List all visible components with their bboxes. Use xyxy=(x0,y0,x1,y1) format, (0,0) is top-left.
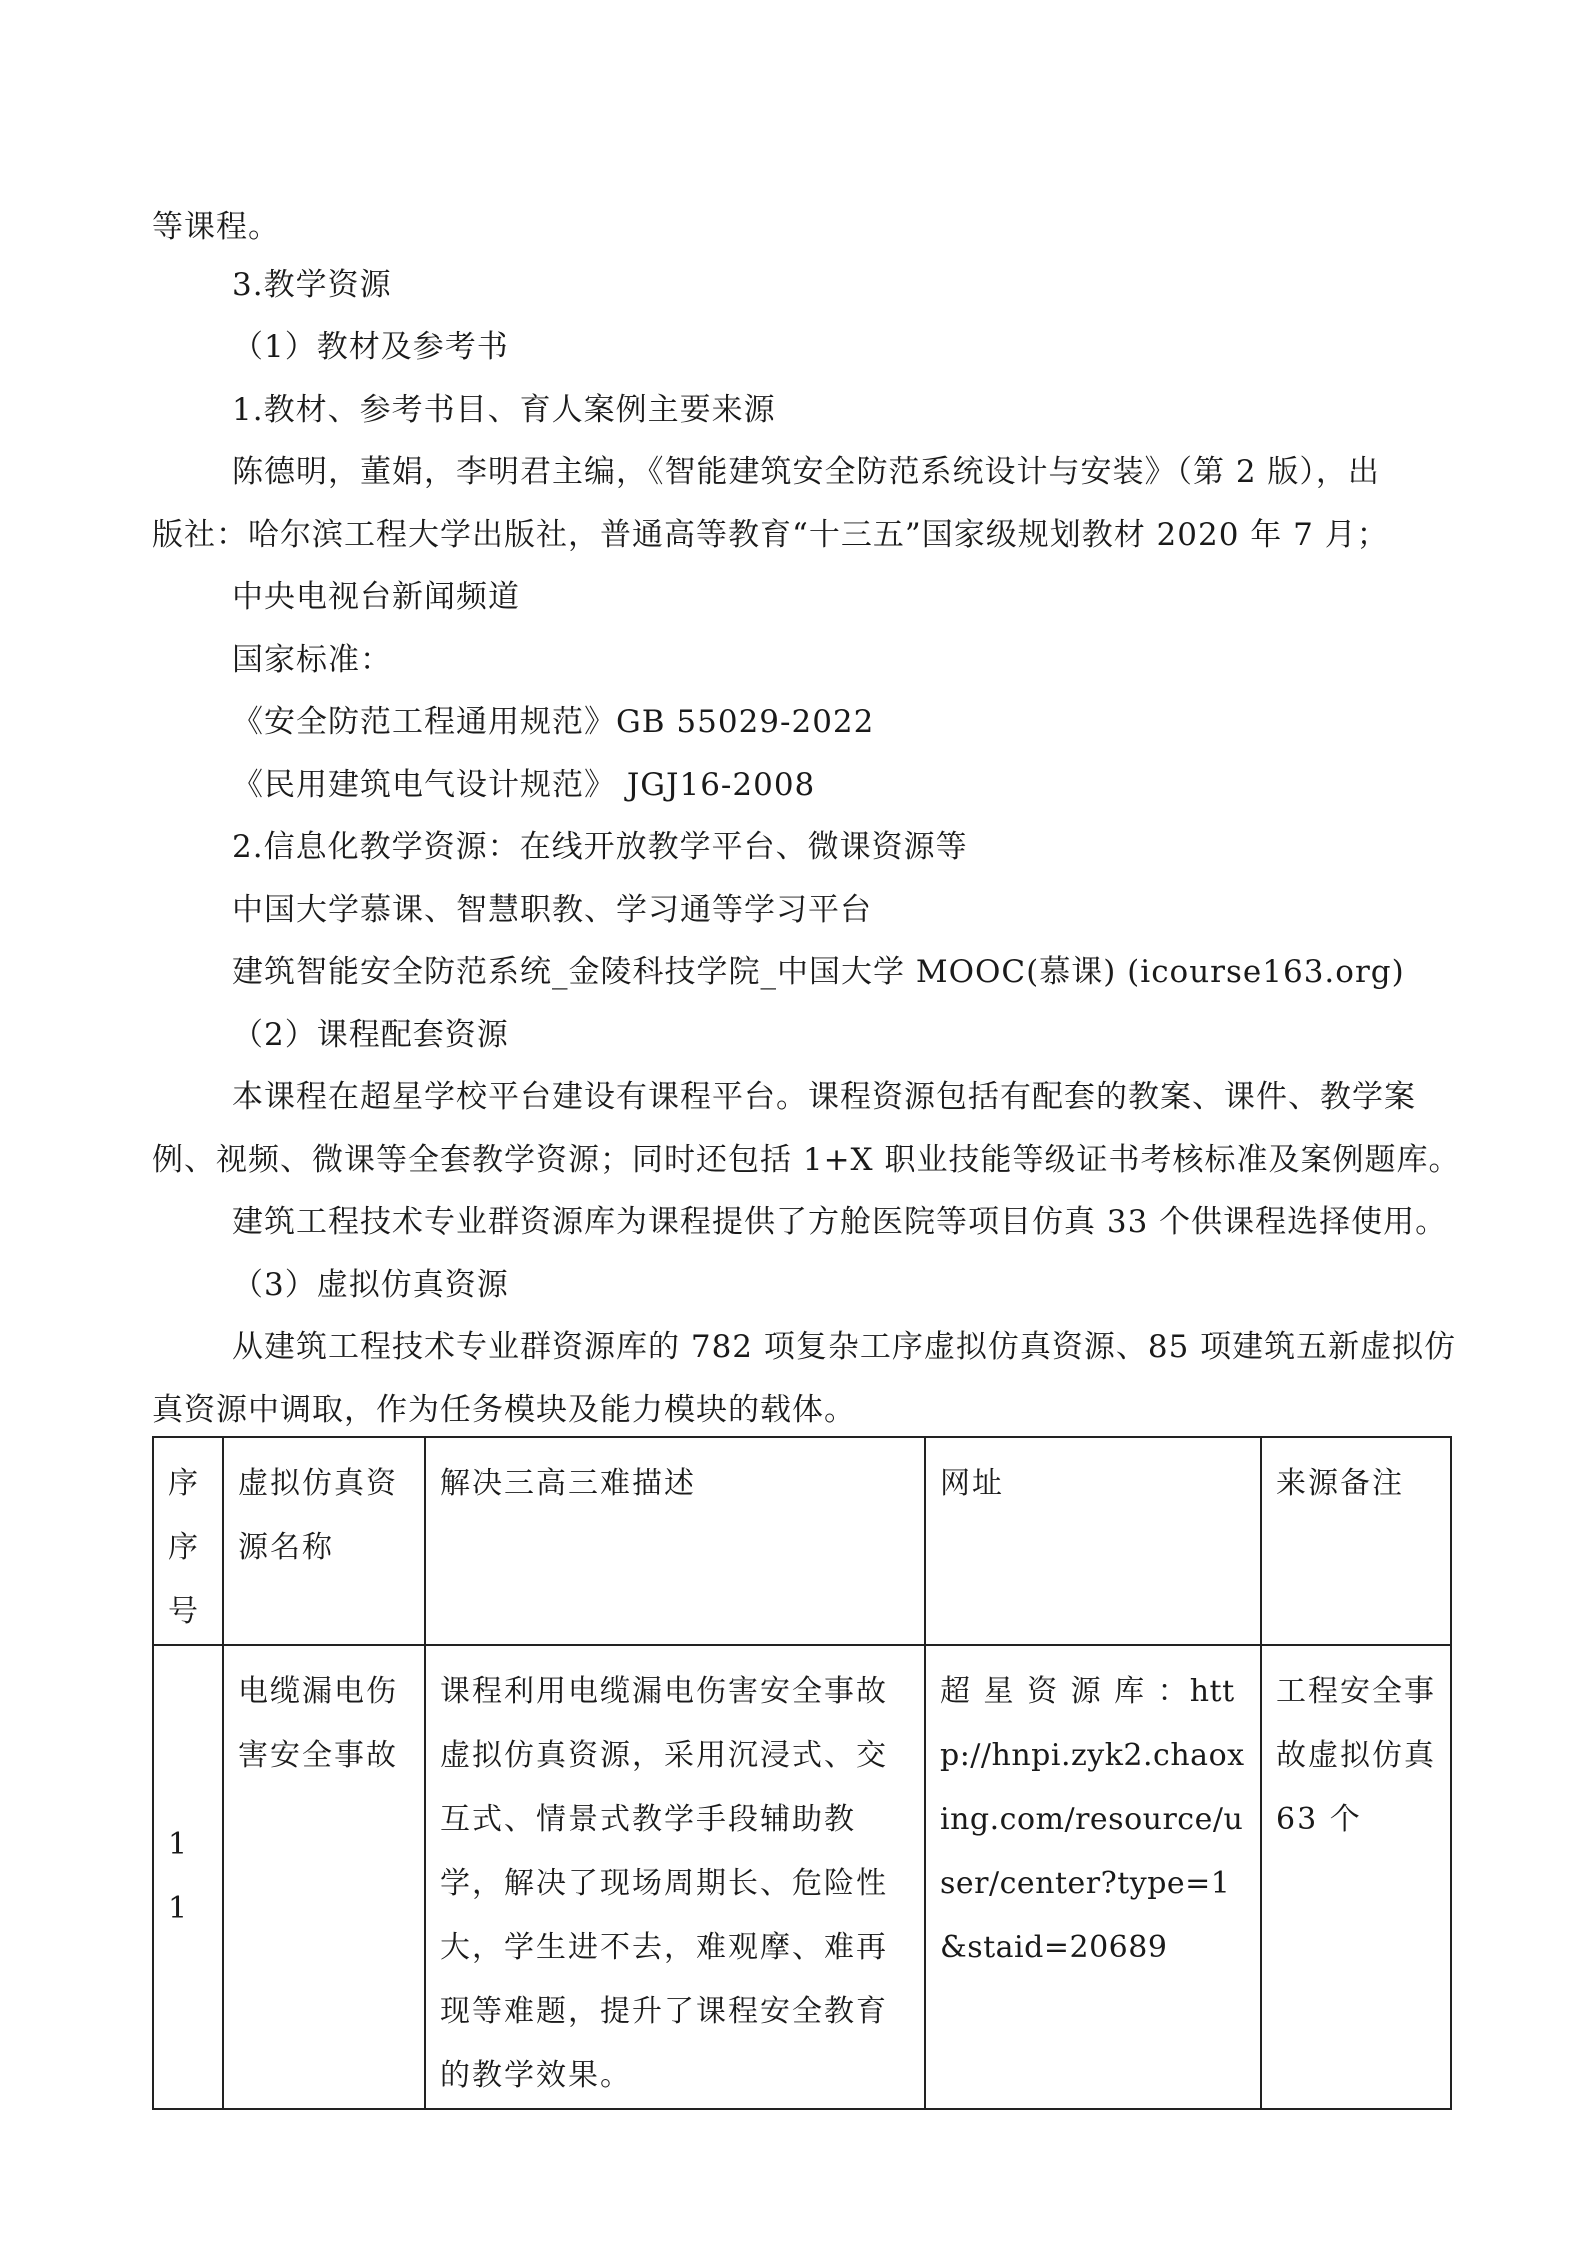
textbook-citation-line-1: 陈德明，董娟，李明君主编，《智能建筑安全防范系统设计与安装》（第 2 版），出 xyxy=(232,454,1380,490)
cell-index: 11 xyxy=(153,1645,223,2109)
online-platforms: 中国大学慕课、智慧职教、学习通等学习平台 xyxy=(232,892,872,928)
virtual-simulation-line-1: 从建筑工程技术专业群资源库的 782 项复杂工序虚拟仿真资源、85 项建筑五新虚拟仿 xyxy=(232,1329,1457,1365)
resource-library-line: 建筑工程技术专业群资源库为课程提供了方舱医院等项目仿真 33 个供课程选择使用。 xyxy=(232,1204,1448,1240)
virtual-simulation-table xyxy=(152,1436,1452,2110)
reference-cctv: 中央电视台新闻频道 xyxy=(232,579,520,615)
subsection-heading-virtual-simulation: （3）虚拟仿真资源 xyxy=(232,1267,509,1303)
header-resource-name: 虚拟仿真资源名称 xyxy=(223,1437,425,1645)
subsection-heading-textbooks: （1）教材及参考书 xyxy=(232,329,509,365)
section-heading-teaching-resources: 3.教学资源 xyxy=(232,267,392,303)
textbook-citation-line-2: 版社：哈尔滨工程大学出版社，普通高等教育“十三五”国家级规划教材 2020 年 7 月； xyxy=(152,517,1389,553)
resource-link[interactable]: http://hnpi.zyk2.chaoxing.com/resource/user/center?type=1&staid=20689 xyxy=(940,1674,1245,1965)
table-header-row xyxy=(153,1437,1451,1645)
header-url: 网址 xyxy=(925,1437,1261,1645)
header-index: 序序号 xyxy=(153,1437,223,1645)
item-heading-online-resources: 2.信息化教学资源：在线开放教学平台、微课资源等 xyxy=(232,829,968,865)
item-heading-sources: 1.教材、参考书目、育人案例主要来源 xyxy=(232,392,776,428)
course-resources-line-1: 本课程在超星学校平台建设有课程平台。课程资源包括有配套的教案、课件、教学案 xyxy=(232,1079,1416,1115)
virtual-simulation-line-2: 真资源中调取，作为任务模块及能力模块的载体。 xyxy=(152,1392,856,1428)
cell-source-note: 工程安全事故虚拟仿真 63 个 xyxy=(1261,1645,1451,2109)
cell-resource-name: 电缆漏电伤害安全事故 xyxy=(223,1645,425,2109)
standard-gb55029: 《安全防范工程通用规范》GB 55029-2022 xyxy=(232,704,875,740)
paragraph-continuation: 等课程。 xyxy=(152,209,280,245)
subsection-heading-course-resources: （2）课程配套资源 xyxy=(232,1017,509,1053)
header-source-note: 来源备注 xyxy=(1261,1437,1451,1645)
course-resources-line-2: 例、视频、微课等全套教学资源；同时还包括 1+X 职业技能等级证书考核标准及案例题库。 xyxy=(152,1142,1461,1178)
cell-description: 课程利用电缆漏电伤害安全事故虚拟仿真资源，采用沉浸式、交互式、情景式教学手段辅助教学，解决了现场周期长、危险性大，学生进不去，难观摩、难再现等难题，提升了课程安全教育的教学效果。 xyxy=(425,1645,925,2109)
url-label: 超 星 资 源 库 ： xyxy=(940,1674,1190,1709)
header-description: 解决三高三难描述 xyxy=(425,1437,925,1645)
national-standards-label: 国家标准： xyxy=(232,642,392,678)
standard-jgj16: 《民用建筑电气设计规范》 JGJ16-2008 xyxy=(232,767,816,803)
cell-url xyxy=(925,1645,1261,2109)
mooc-reference: 建筑智能安全防范系统_金陵科技学院_中国大学 MOOC(慕课) (icourse163.org) xyxy=(232,954,1405,990)
table-row xyxy=(153,1645,1451,2109)
